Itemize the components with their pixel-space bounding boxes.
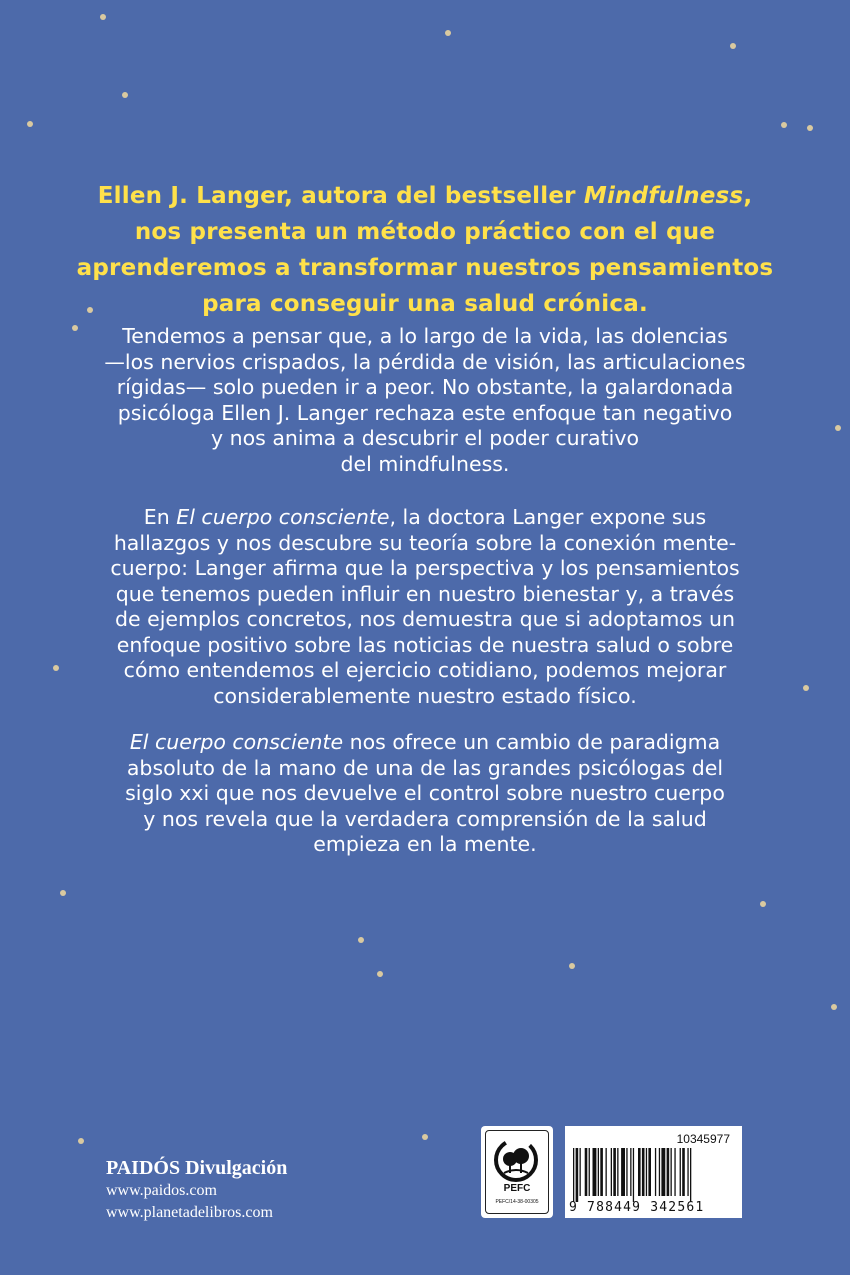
barcode-bar: [690, 1148, 691, 1202]
tagline-line: [60, 286, 790, 322]
line-text: cómo entendemos el ejercicio cotidiano, podemos mejorar: [123, 658, 727, 682]
barcode-bar: [648, 1148, 651, 1196]
barcode-bar: [661, 1148, 665, 1196]
paragraph2-line: [60, 531, 790, 557]
star-dot: [422, 1134, 428, 1140]
line-text: Ellen J. Langer, autora del bestseller: [97, 183, 584, 209]
line-text: siglo xxi que nos devuelve el control sobre nuestro cuerpo: [125, 781, 725, 805]
line-text: ,: [743, 183, 753, 209]
line-text: En: [143, 505, 177, 529]
pefc-code: PEFC/14-38-00305: [495, 1199, 539, 1205]
barcode-bar: [633, 1148, 634, 1202]
star-dot: [358, 937, 364, 943]
barcode-bar: [646, 1148, 647, 1196]
star-dot: [377, 971, 383, 977]
tagline-line: [60, 214, 790, 250]
paragraph1-line: [60, 452, 790, 478]
barcode-bar: [589, 1148, 590, 1196]
barcode-bar: [611, 1148, 612, 1196]
star-dot: [831, 1004, 837, 1010]
line-text: nos ofrece un cambio de paradigma: [343, 730, 721, 754]
paragraph3-line: [60, 781, 790, 807]
tree-icon: [486, 1133, 547, 1183]
line-text: absoluto de la mano de una de las grandes psicólogas del: [126, 755, 724, 780]
publisher-name: PAIDÓS Divulgación: [106, 1157, 288, 1179]
paragraph2-line: [60, 505, 790, 531]
barcode-bar: [667, 1148, 670, 1196]
barcode-bar: [613, 1148, 616, 1196]
line-text: cuerpo: Langer afirma que la perspectiva y los pensamientos: [110, 556, 740, 580]
star-dot: [730, 43, 736, 49]
publisher-url-planeta[interactable]: www.planetadelibros.com: [106, 1204, 273, 1221]
barcode-bar: [659, 1148, 660, 1196]
star-dot: [100, 14, 106, 20]
book-title-italic: El cuerpo consciente: [176, 505, 390, 529]
line-text: del mindfulness.: [340, 451, 510, 476]
barcode-bar: [674, 1148, 675, 1196]
line-text: que tenemos pueden influir en nuestro bienestar y, a través: [115, 581, 735, 606]
paragraph2-line: [60, 658, 790, 684]
line-text: considerablemente nuestro estado físico.: [213, 683, 637, 708]
line-text: nos presenta un método práctico con el que: [134, 219, 716, 245]
barcode-reference: 10345977: [676, 1132, 730, 1146]
paragraph3-line: [60, 832, 790, 858]
paragraph-2: [60, 505, 790, 709]
paragraph3-line: [60, 730, 790, 756]
barcode-bar: [598, 1148, 599, 1196]
paragraph-3: [60, 730, 790, 858]
barcode-bar: [573, 1148, 574, 1202]
star-dot: [781, 122, 787, 128]
publisher-block: [106, 1156, 287, 1224]
star-dot: [807, 125, 813, 131]
pefc-label: PEFC: [503, 1183, 531, 1194]
line-text: de ejemplos concretos, nos demuestra que si adoptamos un: [114, 607, 736, 631]
pefc-frame: [485, 1130, 549, 1214]
barcode-bar: [576, 1148, 579, 1202]
barcode-bar: [680, 1148, 681, 1196]
barcode-bar: [642, 1148, 645, 1196]
line-text: hallazgos y nos descubre su teoría sobre la conexión mente-: [113, 530, 737, 555]
publisher-url-paidos[interactable]: www.paidos.com: [106, 1182, 217, 1199]
line-text: Tendemos a pensar que, a lo largo de la vida, las dolencias: [122, 324, 728, 348]
barcode-bar: [580, 1148, 581, 1196]
barcode-bar: [682, 1148, 685, 1196]
barcode-bar: [687, 1148, 688, 1196]
paragraph2-line: [60, 582, 790, 608]
line-text: psicóloga Ellen J. Langer rechaza este enfoque tan negativo: [117, 400, 733, 425]
line-text: , la doctora Langer expone sus: [389, 505, 707, 529]
paragraph3-line: [60, 756, 790, 782]
star-dot: [78, 1138, 84, 1144]
line-text: y nos revela que la verdadera comprensión de la salud: [143, 806, 707, 831]
barcode-bar: [638, 1148, 641, 1196]
barcode-bar: [617, 1148, 618, 1196]
star-dot: [122, 92, 128, 98]
barcode-bar: [606, 1148, 607, 1196]
paragraph-1: [60, 324, 790, 477]
line-text: para conseguir una salud crónica.: [202, 291, 648, 317]
paragraph2-line: [60, 633, 790, 659]
line-text: rígidas— solo pueden ir a peor. No obstante, la galardonada: [116, 375, 734, 399]
star-dot: [835, 425, 841, 431]
barcode-bar: [585, 1148, 588, 1196]
barcode-bars: [573, 1148, 738, 1202]
book-title-italic: El cuerpo consciente: [129, 730, 344, 754]
paragraph1-line: [60, 350, 790, 376]
star-dot: [445, 30, 451, 36]
book-title-italic: Mindfulness: [583, 183, 744, 209]
barcode-bar: [593, 1148, 597, 1196]
barcode-bar: [600, 1148, 603, 1196]
barcode-bar: [671, 1148, 672, 1196]
star-dot: [569, 963, 575, 969]
barcode-digits: 9 788449 342561: [569, 1200, 705, 1215]
barcode-bar: [626, 1148, 627, 1196]
tagline-line: [60, 250, 790, 286]
line-text: enfoque positivo sobre las noticias de nuestra salud o sobre: [116, 632, 734, 657]
star-dot: [27, 121, 33, 127]
star-dot: [60, 890, 66, 896]
isbn-barcode: [565, 1126, 742, 1218]
pefc-logo: [481, 1126, 553, 1218]
barcode-bar: [655, 1148, 656, 1196]
paragraph2-line: [60, 684, 790, 710]
paragraph2-line: [60, 556, 790, 582]
paragraph2-line: [60, 607, 790, 633]
paragraph1-line: [60, 401, 790, 427]
star-dot: [760, 901, 766, 907]
barcode-bar: [621, 1148, 625, 1196]
paragraph3-line: [60, 807, 790, 833]
line-text: —los nervios crispados, la pérdida de visión, las articulaciones: [104, 349, 746, 374]
line-text: empieza en la mente.: [313, 832, 537, 856]
paragraph1-line: [60, 324, 790, 350]
star-dot: [53, 665, 59, 671]
paragraph1-line: [60, 426, 790, 452]
tagline: [60, 178, 790, 322]
star-dot: [803, 685, 809, 691]
line-text: aprenderemos a transformar nuestros pensamientos: [76, 255, 774, 281]
tagline-line: [60, 178, 790, 214]
barcode-bar: [630, 1148, 631, 1196]
paragraph1-line: [60, 375, 790, 401]
line-text: y nos anima a descubrir el poder curativo: [210, 426, 640, 450]
